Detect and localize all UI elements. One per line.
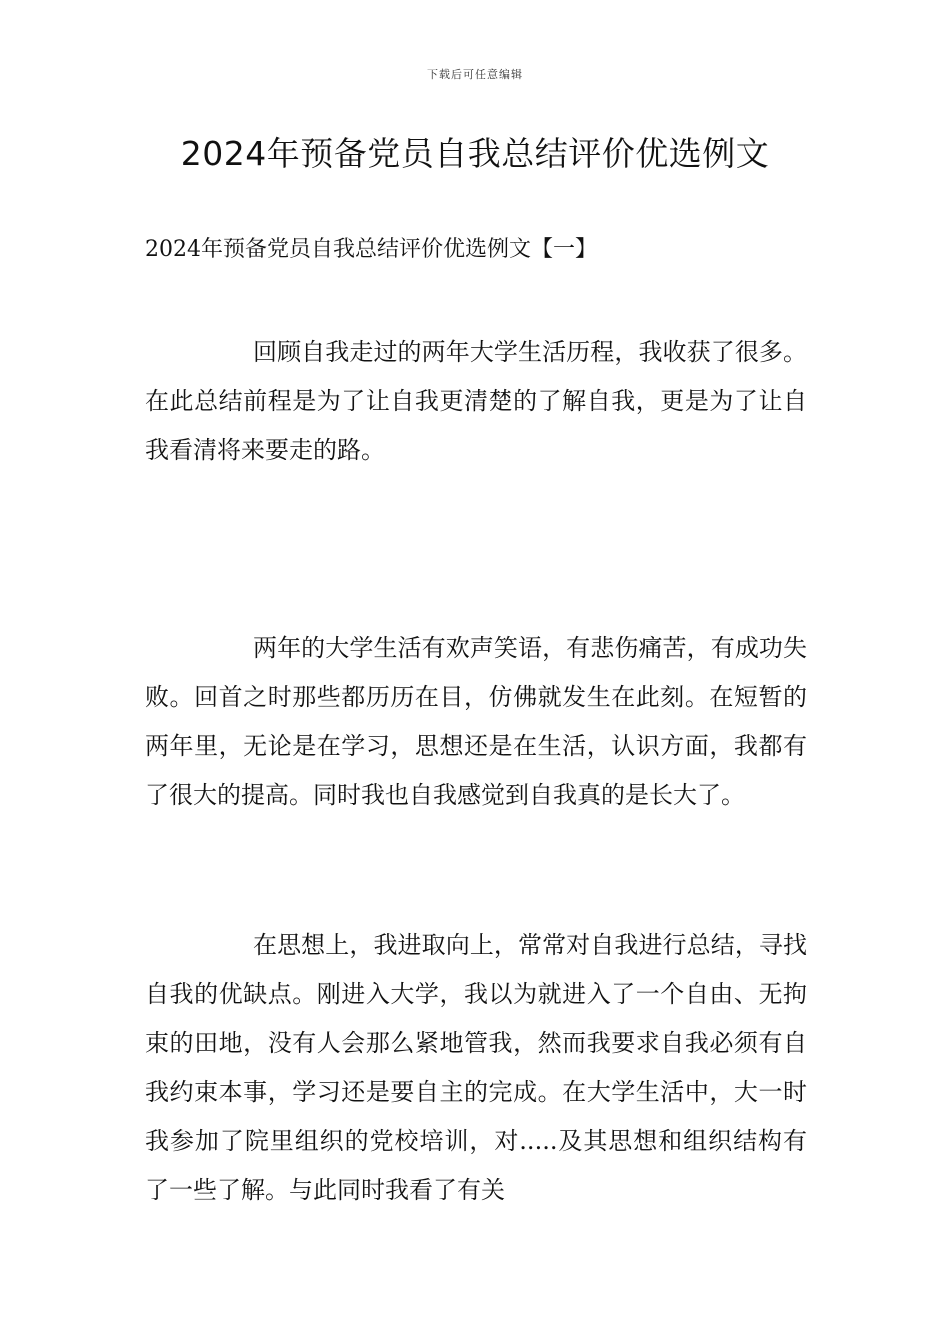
body-paragraph: 在思想上，我进取向上，常常对自我进行总结，寻找自我的优缺点。刚进入大学，我以为就进入了一个自由、无拘束的田地，没有人会那么紧地管我，然而我要求自我必须有自我约束本事，学习还是要自主的完成。在大学生活中，大一时我参加了院里组织的党校培训，对.....及其思想和组织结构有了一些了解。与此同时我看了有关 — [145, 931, 807, 1204]
header-note: 下载后可任意编辑 — [427, 68, 523, 81]
body-paragraph: 两年的大学生活有欢声笑语，有悲伤痛苦，有成功失败。回首之时那些都历历在目，仿佛就发生在此刻。在短暂的两年里，无论是在学习，思想还是在生活，认识方面，我都有了很大的提高。同时我也自我感觉到自我真的是长大了。 — [145, 634, 807, 809]
section-heading: 2024年预备党员自我总结评价优选例文【一】 — [145, 237, 597, 262]
body-paragraph: 回顾自我走过的两年大学生活历程，我收获了很多。在此总结前程是为了让自我更清楚的了解自我，更是为了让自我看清将来要走的路。 — [145, 338, 807, 464]
document-title: 2024年预备党员自我总结评价优选例文 — [180, 134, 770, 173]
